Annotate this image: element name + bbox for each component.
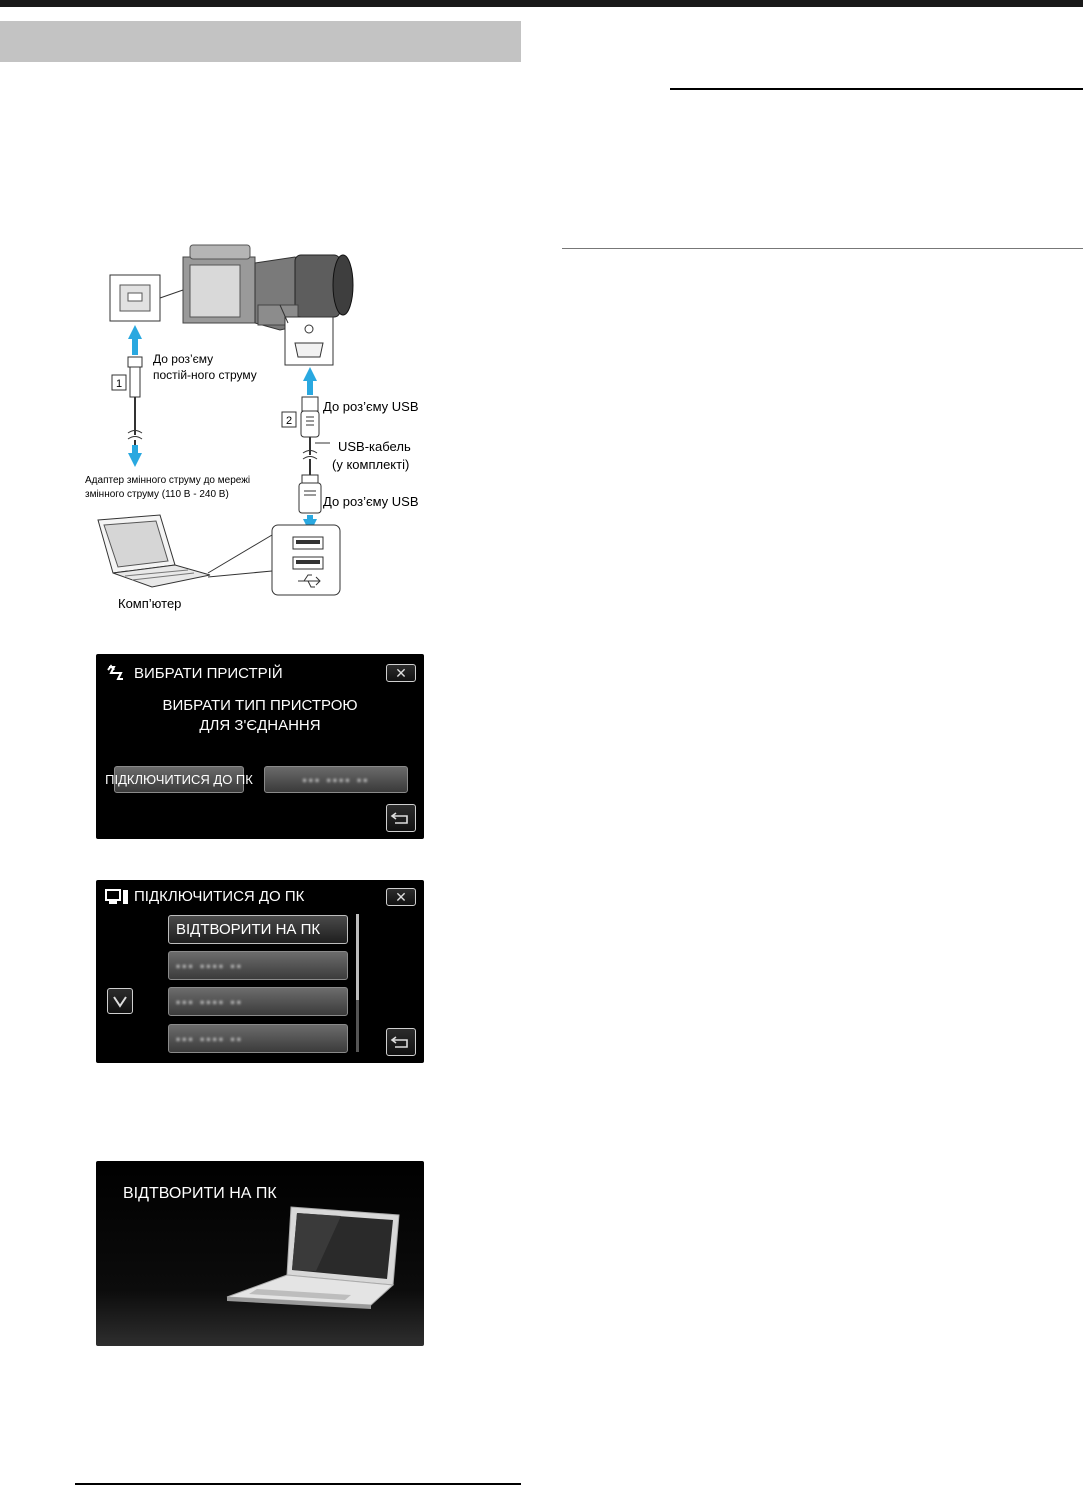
close-icon: ✕ xyxy=(395,665,407,681)
select-device-screen xyxy=(96,654,424,839)
computer-label: Комп’ютер xyxy=(118,596,182,611)
return-icon xyxy=(387,805,415,831)
close-icon: ✕ xyxy=(395,889,407,905)
screen-message-line1: ВИБРАТИ ТИП ПРИСТРОЮ xyxy=(162,697,358,714)
screen-message-line2: ДЛЯ З'ЄДНАННЯ xyxy=(199,717,321,734)
blurred-menu-item[interactable]: ▪▪▪ ▪▪▪▪ ▪▪ xyxy=(168,951,348,980)
back-button[interactable] xyxy=(386,804,416,832)
section-header-bar xyxy=(0,21,521,62)
laptop-icon xyxy=(221,1201,411,1311)
screen-title: ВІДТВОРИТИ НА ПК xyxy=(123,1185,277,1202)
blurred-menu-item[interactable]: ▪▪▪ ▪▪▪▪ ▪▪ xyxy=(168,987,348,1016)
right-column-rule-top xyxy=(670,88,1083,90)
chevron-down-icon xyxy=(108,989,132,1013)
usb-cable-label-line1: USB-кабель xyxy=(338,439,411,454)
usb-cable xyxy=(299,367,321,533)
connection-diagram xyxy=(80,235,440,620)
dc-jack-inset xyxy=(110,275,183,321)
dc-jack-label-line2: постій-ного струму xyxy=(153,368,257,382)
right-column-rule-mid xyxy=(562,248,1083,249)
dc-jack-label-line1: До роз’єму xyxy=(153,352,214,366)
back-button[interactable] xyxy=(386,1028,416,1056)
connect-to-pc-screen xyxy=(96,880,424,1063)
badge-2: 2 xyxy=(286,415,293,427)
blurred-menu-item[interactable]: ▪▪▪ ▪▪▪▪ ▪▪ xyxy=(168,1024,348,1053)
connect-to-pc-button[interactable]: ПІДКЛЮЧИТИСЯ ДО ПК xyxy=(114,766,244,793)
usb-label-bottom: До роз’єму USB xyxy=(323,494,419,509)
dc-cable xyxy=(128,325,142,467)
bottom-rule xyxy=(75,1483,521,1485)
pc-monitor-icon xyxy=(104,888,130,906)
screen-title: ВИБРАТИ ПРИСТРІЙ xyxy=(134,665,283,682)
usb-label-top: До роз’єму USB xyxy=(323,399,419,414)
scrollbar-thumb[interactable] xyxy=(356,914,359,1000)
pc-usb-ports-inset xyxy=(272,525,340,595)
connection-icon xyxy=(106,664,126,682)
play-back-on-pc-item[interactable]: ВІДТВОРИТИ НА ПК xyxy=(168,915,348,944)
screen-title: ПІДКЛЮЧИТИСЯ ДО ПК xyxy=(134,888,305,905)
play-back-on-pc-screen xyxy=(96,1161,424,1346)
adapter-label-line2: змінного струму (110 В - 240 В) xyxy=(85,489,229,500)
badge-1: 1 xyxy=(116,378,123,390)
screen-message xyxy=(96,696,424,736)
blurred-option-button[interactable]: ▪▪▪ ▪▪▪▪ ▪▪ xyxy=(264,766,408,793)
scroll-down-button[interactable] xyxy=(107,988,133,1014)
adapter-label-line1: Адаптер змінного струму до мережі xyxy=(85,475,251,486)
return-icon xyxy=(387,1029,415,1055)
close-button[interactable] xyxy=(386,664,416,682)
close-button[interactable] xyxy=(386,888,416,906)
top-rule xyxy=(0,0,1083,7)
laptop-illustration xyxy=(98,515,272,587)
usb-cable-label-line2: (у комплекті) xyxy=(332,457,410,472)
